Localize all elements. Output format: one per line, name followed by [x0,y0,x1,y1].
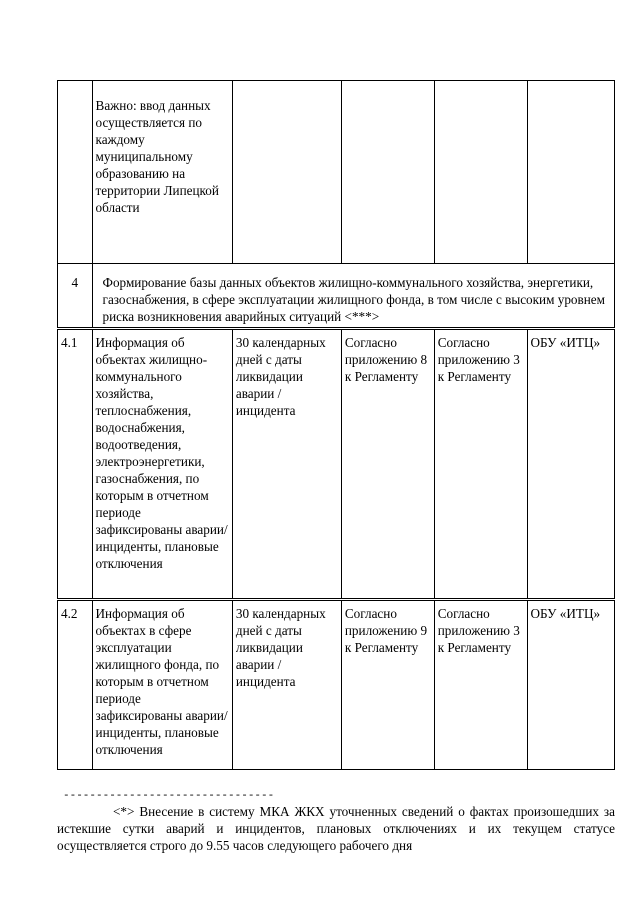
row-info: Информация об объектах жилищно-коммунального хозяйства, теплоснабжения, водоснабжения, водоотведения, электроэнергетики, газоснабжения, по которым в отчетном периоде зафиксированы аварии/инциденты, плановые отключения [92,329,232,600]
row-info: Информация об объектах в сфере эксплуатации жилищного фонда, по которым в отчетном периоде зафиксированы аварии/инциденты, плановые отключения [92,600,232,770]
note-row-empty-cell [527,81,614,264]
row-term: 30 календарных дней с даты ликвидации аварии / инцидента [232,329,341,600]
row-number: 4.1 [58,329,93,600]
note-row-empty-cell [341,81,434,264]
row-form: Согласно приложению 8 к Регламенту [341,329,434,600]
note-row-empty-cell [434,81,527,264]
row-term: 30 календарных дней с даты ликвидации аварии / инцидента [232,600,341,770]
table-row [58,600,615,770]
row-number: 4.2 [58,600,93,770]
note-row-empty-cell [232,81,341,264]
section-number: 4 [58,264,93,329]
row-responsible: ОБУ «ИТЦ» [527,329,614,600]
regulation-table [57,80,615,770]
section-row [58,264,615,329]
row-form: Согласно приложению 9 к Регламенту [341,600,434,770]
row-order: Согласно приложению 3 к Регламенту [434,329,527,600]
note-row-text: Важно: ввод данных осуществляется по каждому муниципальному образованию на территории Липецкой области [92,81,232,264]
footnote-separator: -------------------------------- [63,790,275,802]
footnote-text: <*> Внесение в систему МКА ЖКХ уточненных сведений о фактах произошедших за истекшие сутки аварий и инцидентов, плановых отключениях и их текущем статусе осуществляется строго до 9.55 часов следующего рабочего дня [57,804,615,853]
note-row [58,81,615,264]
table-row [58,329,615,600]
note-row-number [58,81,93,264]
section-title: Формирование базы данных объектов жилищно-коммунального хозяйства, энергетики, газоснабжения, в сфере эксплуатации жилищного фонда, в том числе с высоким уровнем риска возникновения аварийных ситуаций <***> [92,264,614,329]
row-responsible: ОБУ «ИТЦ» [527,600,614,770]
row-order: Согласно приложению 3 к Регламенту [434,600,527,770]
